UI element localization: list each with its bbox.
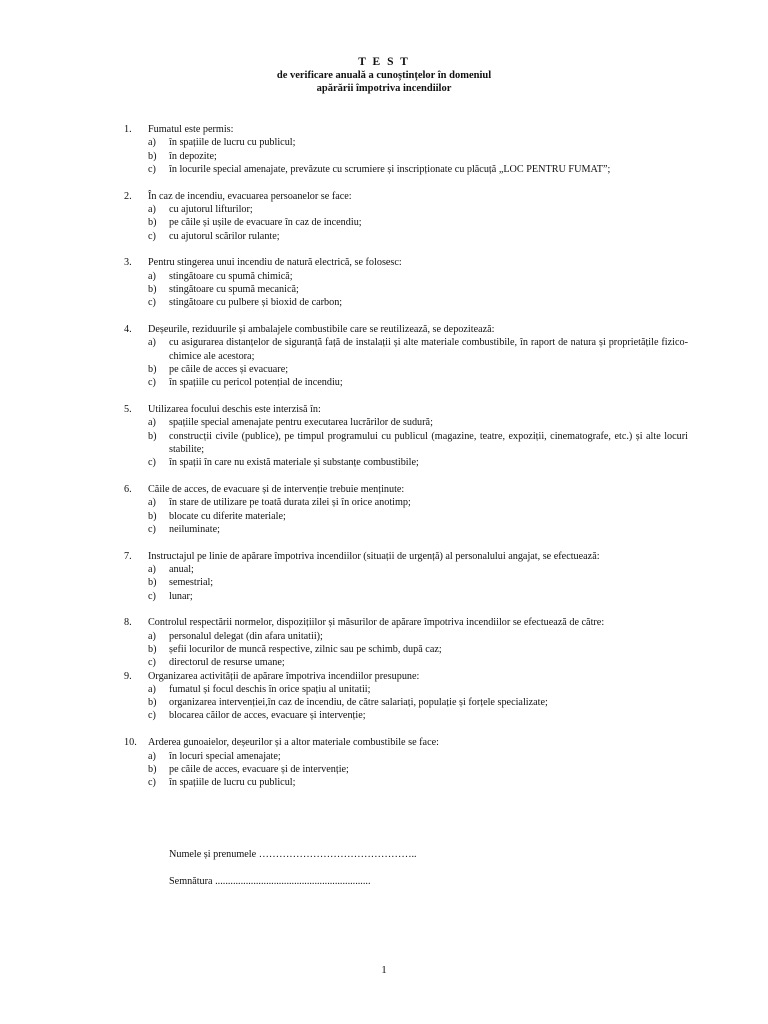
option-letter: a) [148, 137, 156, 149]
option-letter: a) [148, 203, 156, 215]
question-text: Organizarea activității de apărare împotriva incendiilor presupune: [148, 670, 420, 682]
option-letter: b) [148, 510, 157, 522]
option-letter: c) [148, 777, 156, 789]
question-number: 2. [124, 190, 132, 202]
option-letter: b) [148, 697, 157, 709]
question-number: 10. [124, 737, 137, 749]
option-letter: a) [148, 630, 156, 642]
question-text: Arderea gunoaielor, deșeurilor și a altor materiale combustibile se face: [148, 737, 439, 749]
option-letter: b) [148, 217, 157, 229]
option-text: blocarea căilor de acces, evacuare și intervenție; [169, 710, 366, 722]
question-2 [0, 190, 768, 243]
option-letter: b) [148, 363, 157, 375]
option-text: pe căile și ușile de evacuare în caz de incendiu; [169, 217, 362, 229]
option-a [124, 496, 688, 509]
option-letter: c) [148, 590, 156, 602]
option-text: stingătoare cu spumă chimică; [169, 270, 293, 282]
option-letter: c) [148, 377, 156, 389]
option-list [148, 270, 688, 310]
option-c [124, 656, 688, 669]
option-letter: c) [148, 657, 156, 669]
option-text: blocate cu diferite materiale; [169, 510, 286, 522]
option-a [124, 270, 688, 283]
option-text: semestrial; [169, 577, 214, 589]
option-text: pe căile de acces, evacuare și de intervenție; [169, 763, 349, 775]
question-5 [0, 403, 768, 469]
option-letter: c) [148, 163, 156, 175]
option-b [124, 576, 688, 589]
option-a [124, 203, 688, 216]
question-text: Controlul respectării normelor, dispozițiilor și măsurilor de apărare împotriva incendiilor se efectuează de către: [148, 617, 605, 629]
option-text: personalul delegat (din afara unitatii); [169, 630, 323, 642]
option-text: organizarea intervenției,în caz de incendiu, de către salariați, populație și forțele specializate; [169, 697, 548, 709]
option-c [124, 163, 688, 176]
option-c [124, 230, 688, 243]
option-text: în spațiile de lucru cu publicul; [169, 137, 296, 149]
question-3 [0, 256, 768, 309]
option-b [124, 216, 688, 229]
option-text: în depozite; [169, 150, 217, 162]
question-number: 8. [124, 617, 132, 629]
question-number: 1. [124, 124, 132, 135]
option-letter: b) [148, 577, 157, 589]
option-letter: a) [148, 417, 156, 429]
option-b [124, 150, 688, 163]
option-text: cu asigurarea distanțelor de siguranță față de instalații și alte materiale combustibile, în raport de natura și proprietățile fizico-chimice ale acestora; [169, 337, 688, 362]
signature-label: Semnătura [169, 876, 213, 887]
option-list [148, 336, 688, 389]
question-7 [0, 550, 768, 603]
name-field [169, 848, 417, 861]
option-list [148, 416, 688, 469]
option-text: în locurile special amenajate, prevăzute cu scrumiere și inscripționate cu plăcuță „LOC PENTRU FUMAT”; [169, 163, 611, 175]
option-text: fumatul și focul deschis în orice spațiu al unitatii; [169, 683, 371, 695]
option-letter: c) [148, 523, 156, 535]
option-letter: a) [148, 564, 156, 576]
option-letter: a) [148, 270, 156, 282]
option-letter: c) [148, 297, 156, 309]
question-number: 9. [124, 670, 132, 682]
option-b [124, 643, 688, 656]
question-text: În caz de incendiu, evacuarea persoanelor se face: [148, 190, 352, 202]
option-text: directorul de resurse umane; [169, 657, 285, 669]
option-b [124, 363, 688, 376]
name-dots: ……………………………………….. [258, 849, 417, 860]
question-number: 7. [124, 550, 132, 562]
question-number: 5. [124, 404, 132, 416]
name-label: Numele și prenumele [169, 849, 257, 860]
option-c [124, 709, 688, 722]
option-b [124, 283, 688, 296]
question-text: Căile de acces, de evacuare și de intervenție trebuie menținute: [148, 484, 405, 496]
question-10 [0, 736, 768, 789]
question-number: 4. [124, 324, 132, 336]
option-a [124, 416, 688, 429]
document-title: T E S T [358, 56, 410, 68]
option-b [124, 430, 688, 457]
question-text: Deșeurile, reziduurile și ambalajele combustibile care se reutilizează, se depozitează: [148, 324, 495, 336]
option-c [124, 296, 688, 309]
signature-dots: ............................................................. [215, 876, 371, 887]
question-9 [0, 670, 768, 723]
option-a [124, 630, 688, 643]
option-list [148, 563, 688, 603]
document-subtitle-line-2: apărării împotriva incendiilor [316, 83, 452, 94]
option-text: în spațiile cu pericol potențial de incendiu; [169, 377, 343, 389]
question-text: Instructajul pe linie de apărare împotriva incendiilor (situații de urgență) al personalului angajat, se efectuează: [148, 550, 600, 562]
option-b [124, 696, 688, 709]
option-letter: a) [148, 683, 156, 695]
document-header [0, 56, 768, 95]
option-letter: c) [148, 710, 156, 722]
question-6 [0, 483, 768, 536]
option-list [148, 496, 688, 536]
option-text: șefii locurilor de muncă respective, zilnic sau pe schimb, după caz; [169, 644, 442, 655]
option-text: pe căile de acces și evacuare; [169, 363, 289, 375]
option-list [148, 683, 688, 723]
question-4 [0, 323, 768, 389]
option-c [124, 376, 688, 389]
signature-field [169, 875, 417, 888]
question-list [0, 123, 768, 803]
page-number: 1 [381, 964, 387, 976]
option-letter: b) [148, 430, 157, 442]
option-letter: a) [148, 337, 156, 349]
option-list [148, 136, 688, 176]
option-c [124, 776, 688, 789]
option-letter: b) [148, 644, 157, 655]
question-number: 6. [124, 484, 132, 496]
option-letter: a) [148, 750, 156, 762]
question-number: 3. [124, 257, 132, 269]
question-1 [0, 123, 768, 176]
option-text: cu ajutorul lifturilor; [169, 203, 253, 215]
question-8 [0, 616, 768, 669]
option-a [124, 336, 688, 363]
signature-block [169, 848, 417, 902]
option-c [124, 590, 688, 603]
option-text: lunar; [169, 590, 193, 602]
question-text: Fumatul este permis: [148, 124, 234, 135]
option-a [124, 563, 688, 576]
option-letter: c) [148, 457, 156, 469]
question-text: Utilizarea focului deschis este interzisă în: [148, 404, 321, 416]
option-text: spațiile special amenajate pentru executarea lucrărilor de sudură; [169, 417, 433, 429]
option-list [148, 630, 688, 670]
option-list [148, 750, 688, 790]
option-letter: b) [148, 283, 157, 295]
question-text: Pentru stingerea unui incendiu de natură electrică, se folosesc: [148, 257, 402, 269]
option-a [124, 136, 688, 149]
option-text: construcții civile (publice), pe timpul programului cu publicul (magazine, teatre, expoziții, cinematografe, etc.) și alte locuri stabilite; [169, 430, 688, 455]
option-text: cu ajutorul scărilor rulante; [169, 230, 280, 242]
document-subtitle-line-1: de verificare anuală a cunoștințelor în domeniul [276, 70, 492, 81]
option-text: neiluminate; [169, 523, 220, 535]
option-b [124, 763, 688, 776]
option-text: stingătoare cu pulbere și bioxid de carbon; [169, 297, 343, 309]
option-letter: b) [148, 763, 157, 775]
option-text: în locuri special amenajate; [169, 750, 281, 762]
option-text: în spații în care nu există materiale și substanțe combustibile; [169, 457, 419, 469]
option-text: în stare de utilizare pe toată durata zilei și în orice anotimp; [169, 497, 411, 509]
option-letter: a) [148, 497, 156, 509]
option-c [124, 456, 688, 469]
option-b [124, 510, 688, 523]
option-a [124, 750, 688, 763]
option-text: în spațiile de lucru cu publicul; [169, 777, 296, 789]
option-list [148, 203, 688, 243]
option-c [124, 523, 688, 536]
option-letter: c) [148, 230, 156, 242]
option-letter: b) [148, 150, 157, 162]
option-text: anual; [169, 564, 194, 576]
option-a [124, 683, 688, 696]
option-text: stingătoare cu spumă mecanică; [169, 283, 299, 295]
